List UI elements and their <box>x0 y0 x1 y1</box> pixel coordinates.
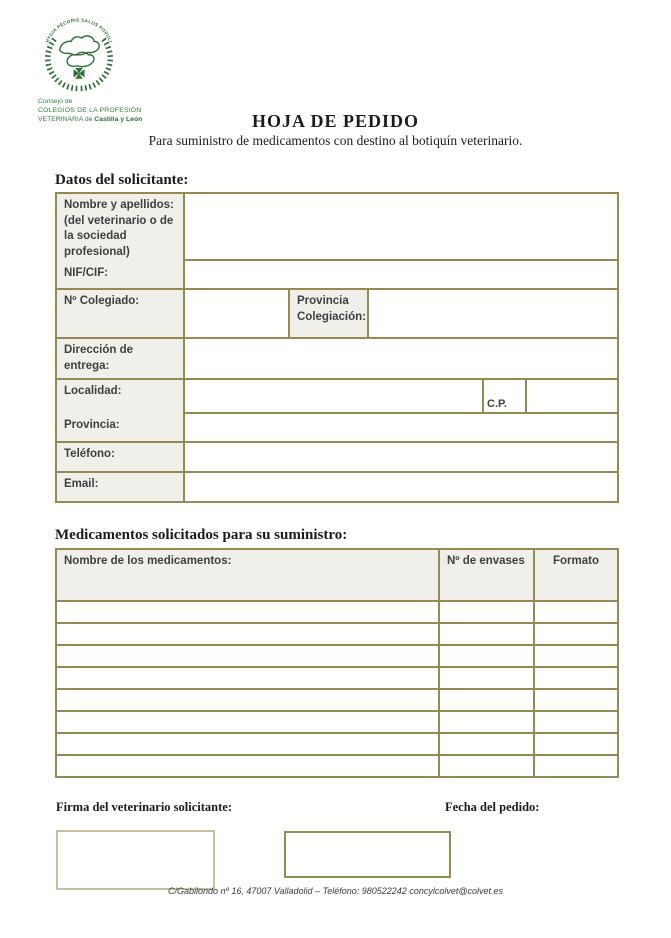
nif-label: NIF/CIF: <box>64 267 109 279</box>
nombre-nif-label-cell <box>56 193 184 289</box>
veterinary-emblem-icon <box>37 12 121 96</box>
email-label: Email: <box>56 472 184 502</box>
college-name-line3: VETERINARIA de Castilla y León <box>38 115 143 123</box>
medication-row <box>56 733 618 755</box>
email-field[interactable] <box>184 472 618 502</box>
page-subtitle: Para suministro de medicamentos con destino al botiquín veterinario. <box>148 133 523 148</box>
medication-row <box>56 623 618 645</box>
college-name-line2: COLEGIOS DE LA PROFESIÓN <box>38 106 142 114</box>
colegiado-label: Nº Colegiado: <box>56 289 184 338</box>
medications-envases-header: Nº de envases <box>439 549 534 601</box>
localidad-label: Localidad: <box>64 385 122 398</box>
firma-label: Firma del veterinario solicitante: <box>56 800 232 814</box>
cp-label: C.P. <box>483 379 526 413</box>
medication-cell[interactable] <box>56 711 439 733</box>
medications-section-heading: Medicamentos solicitados para su suministro: <box>55 527 348 543</box>
medication-row <box>56 645 618 667</box>
medication-cell[interactable] <box>56 689 439 711</box>
localidad-field[interactable] <box>184 379 483 413</box>
telefono-field[interactable] <box>184 442 618 472</box>
medications-name-header: Nombre de los medicamentos: <box>56 549 439 601</box>
direccion-label: Dirección de entrega: <box>56 338 184 379</box>
medication-cell[interactable] <box>534 755 618 777</box>
fecha-label: Fecha del pedido: <box>445 800 540 814</box>
colegiado-field[interactable] <box>184 289 289 338</box>
medication-cell[interactable] <box>534 601 618 623</box>
applicant-table <box>55 192 619 503</box>
medication-cell[interactable] <box>534 689 618 711</box>
cp-field[interactable] <box>526 379 618 413</box>
direccion-field[interactable] <box>184 338 618 379</box>
medication-cell[interactable] <box>534 667 618 689</box>
applicant-section-heading: Datos del solicitante: <box>55 172 189 188</box>
college-logo <box>33 12 203 124</box>
medication-row <box>56 755 618 777</box>
medications-formato-header: Formato <box>534 549 618 601</box>
logo-motto-text: HYGIA PECORIS SALUS POPULI <box>44 17 114 44</box>
provincia-colegiacion-label: Provincia Colegiación: <box>289 289 368 338</box>
medication-row <box>56 711 618 733</box>
telefono-label: Teléfono: <box>56 442 184 472</box>
nombre-field[interactable] <box>184 193 618 260</box>
medication-row <box>56 689 618 711</box>
medication-cell[interactable] <box>56 623 439 645</box>
medication-cell[interactable] <box>56 645 439 667</box>
medication-cell[interactable] <box>534 711 618 733</box>
medication-cell[interactable] <box>439 711 534 733</box>
medication-cell[interactable] <box>56 733 439 755</box>
nif-field[interactable] <box>184 260 618 289</box>
medication-row <box>56 667 618 689</box>
medication-row <box>56 601 618 623</box>
laurel-wreath-icon <box>48 38 110 88</box>
livestock-animals-icon <box>60 36 100 67</box>
medication-cell[interactable] <box>439 645 534 667</box>
nombre-note-label: (del veterinario o de la sociedad profesional) <box>64 214 174 258</box>
nombre-label: Nombre y apellidos: <box>64 199 174 211</box>
college-name-line1: Consejo de <box>38 98 73 105</box>
medication-cell[interactable] <box>439 733 534 755</box>
footer-contact-text: C/Gabilondo nº 16, 47007 Valladolid – Teléfono: 980522242 concylcolvet@colvet.es <box>168 886 503 896</box>
medication-cell[interactable] <box>439 601 534 623</box>
medication-cell[interactable] <box>56 755 439 777</box>
medication-cell[interactable] <box>534 733 618 755</box>
medication-cell[interactable] <box>534 645 618 667</box>
medication-cell[interactable] <box>439 667 534 689</box>
medication-cell[interactable] <box>56 667 439 689</box>
medication-cell[interactable] <box>534 623 618 645</box>
medication-cell[interactable] <box>439 755 534 777</box>
signature-box[interactable] <box>56 830 215 890</box>
medication-cell[interactable] <box>439 689 534 711</box>
medications-body <box>56 601 618 777</box>
cross-icon <box>74 68 85 79</box>
medication-cell[interactable] <box>439 623 534 645</box>
page-title: HOJA DE PEDIDO <box>251 111 420 131</box>
provincia-label: Provincia: <box>64 419 120 432</box>
provincia-field[interactable] <box>184 413 618 442</box>
order-date-box[interactable] <box>284 831 451 878</box>
medications-table <box>55 548 619 778</box>
medication-cell[interactable] <box>56 601 439 623</box>
localidad-provincia-label-cell <box>56 379 184 442</box>
provincia-colegiacion-field[interactable] <box>368 289 618 338</box>
